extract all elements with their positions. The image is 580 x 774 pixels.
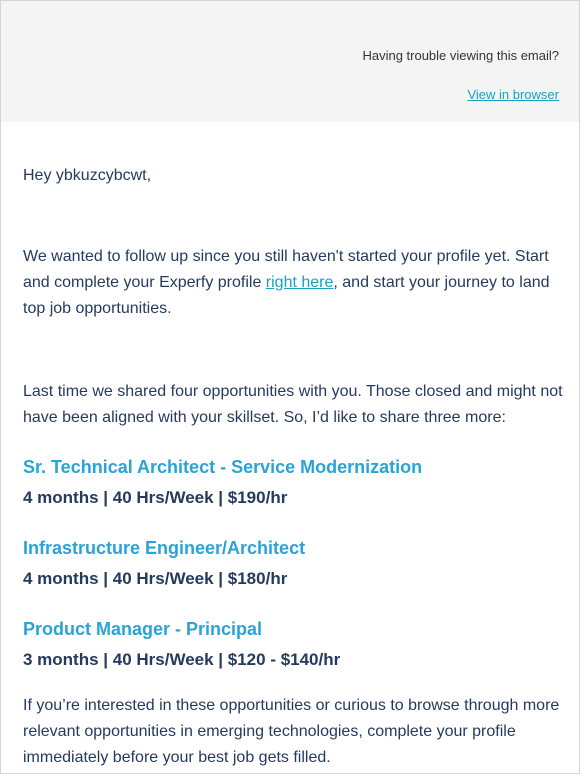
job-details-2: 4 months | 40 Hrs/Week | $180/hr: [23, 569, 288, 588]
follow-up-text-end: , and start your journey to land top job opportunities.: [23, 274, 550, 317]
job-title-2: Infrastructure Engineer/Architect: [23, 538, 306, 558]
follow-up-paragraph: [23, 244, 563, 322]
profile-link[interactable]: right here: [265, 274, 334, 291]
view-in-browser-link[interactable]: View in browser: [467, 87, 559, 102]
job-details-1: 4 months | 40 Hrs/Week | $190/hr: [23, 488, 288, 507]
job-details-3: 3 months | 40 Hrs/Week | $120 - $140/hr: [23, 650, 341, 669]
trouble-viewing-text: Having trouble viewing this email?: [362, 48, 559, 63]
job-title-3: Product Manager - Principal: [23, 619, 263, 639]
email-header-bar: [1, 1, 579, 122]
greeting: Hey ybkuzcybcwt,: [23, 167, 152, 184]
job-title-1: Sr. Technical Architect - Service Modernization: [23, 457, 423, 477]
closing-paragraph: If you’re interested in these opportunities or curious to browse through more relevant opportunities in emerging technologies, complete your profile immediately before your best job gets filled.: [23, 697, 560, 766]
follow-up-text-start: We wanted to follow up since you still haven't started your profile yet. Start and complete your Experfy profile: [23, 248, 549, 291]
opportunities-intro-paragraph: Last time we shared four opportunities with you. Those closed and might not have been aligned with your skillset. So, I’d like to share three more:: [23, 383, 563, 426]
